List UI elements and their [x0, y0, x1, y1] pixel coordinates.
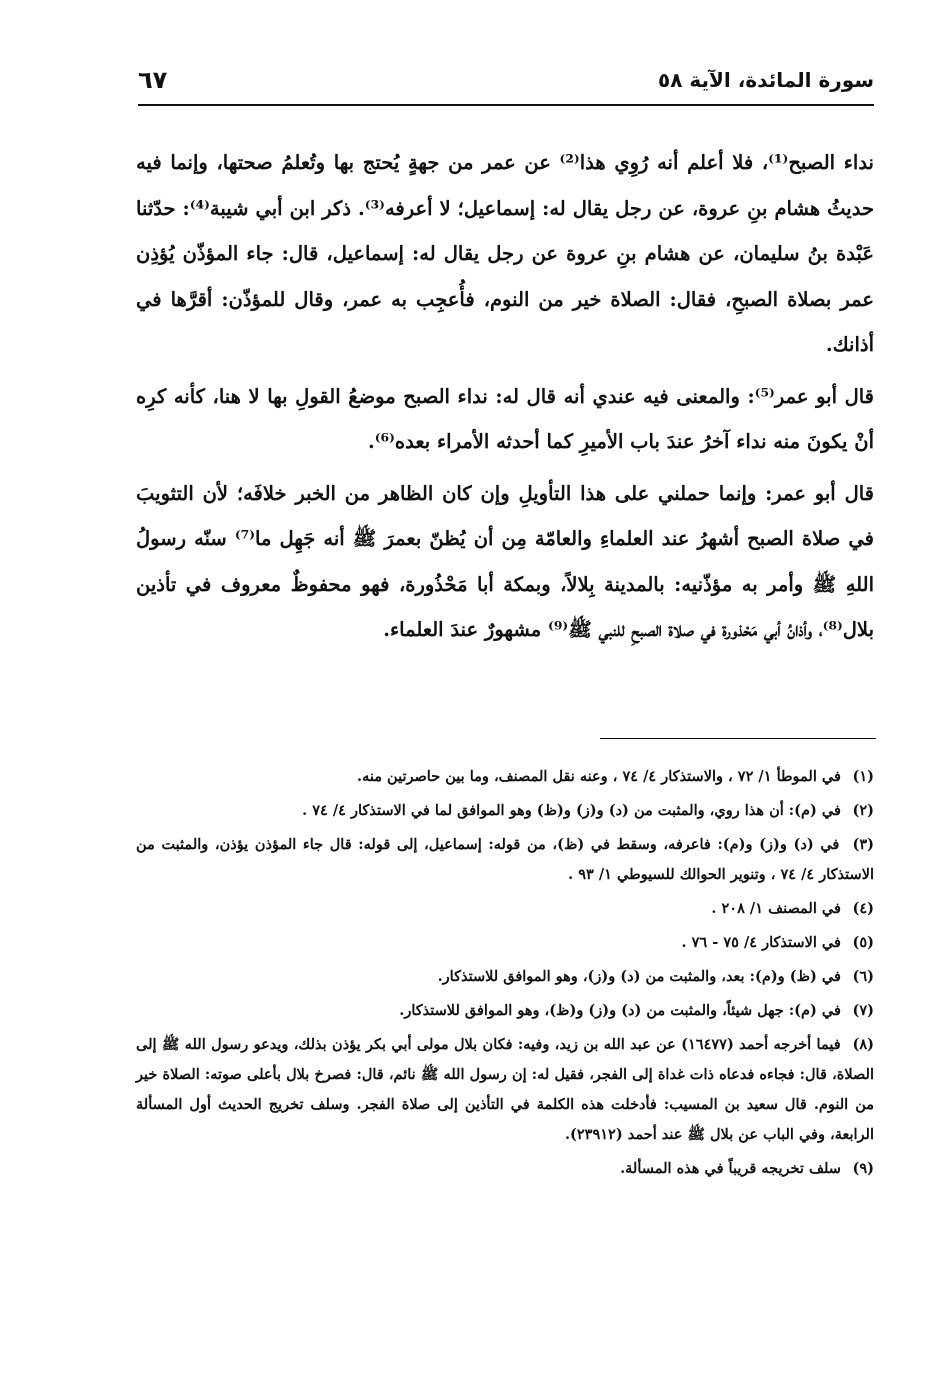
footnote-2 [136, 796, 874, 826]
footnote-text: سلف تخريجه قريباً في هذه المسألة. [620, 1160, 841, 1177]
footnote-text: في الاستذكار ٤/ ٧٥ - ٧٦ . [681, 934, 841, 951]
running-title: سورة المائدة، الآية ٥٨ [658, 68, 874, 92]
footnote-number: (٥) [852, 934, 874, 951]
main-text [136, 140, 874, 653]
page-header [138, 62, 874, 106]
footnote-5 [136, 928, 874, 958]
footnote-3 [136, 830, 874, 890]
footnote-number: (٨) [852, 1036, 875, 1053]
footnotes [136, 762, 874, 1188]
footnote-number: (٤) [852, 900, 874, 917]
header-rule [138, 104, 874, 106]
footnote-4 [136, 894, 874, 924]
footnote-number: (٧) [852, 1002, 874, 1019]
footnote-text: فيما أخرجه أحمد (١٦٤٧٧) عن عبد الله بن زيد، وفيه: فكان بلال مولى أبي بكر يؤذن بذلك، ويدعو رسول الله ﷺ إلى الصلاة، قال: فجاءه فدعاه ذات غداة إلى الفجر، فقيل له: إن رسول الله ﷺ نائم، قال: فصرخ بلال بأعلى صوته: الصلاة خير من النوم. قال سعيد بن المسيب: فأدخلت هذه الكلمة في التأذين إلى صلاة الفجر. وسلف تخريج الحديث أول المسألة الرابعة، وفي الباب عن بلال ﷺ عند أحمد (٢٣٩١٢). [136, 1036, 874, 1143]
footnote-number: (٩) [852, 1160, 874, 1177]
body-paragraph-3: قال أبو عمر: وإنما حملني على هذا التأويلِ وإن كان الظاهر من الخبر خلافَه؛ لأن التثويبَ في صلاة الصبح أشهرُ عند العلماءِ والعامّة مِن أن يُظنّ بعمرَ ﷺ أنه جَهِل ما⁽⁷⁾ سنّه رسولُ اللهِ ﷺ وأمر به مؤذّنيه: بالمدينة بِلالاً، وبمكة أبا مَحْذُورة، فهو محفوظٌ معروف في تأذين بلال⁽⁸⁾، وأذانُ أبي مَحْذورة في صلاة الصبحِ للنبي ﷺ⁽⁹⁾ مشهورٌ عندَ العلماء. [136, 481, 874, 641]
footnote-number: (٣) [852, 836, 874, 853]
footnote-text: في الموطأ ١/ ٧٢ ، والاستذكار ٤/ ٧٤ ، وعنه نقل المصنف، وما بين حاصرتين منه. [357, 768, 841, 785]
footnote-text: في المصنف ١/ ٢٠٨ . [711, 900, 841, 917]
footnote-number: (٦) [852, 968, 874, 985]
footnote-1 [136, 762, 874, 792]
footnote-number: (١) [852, 768, 874, 785]
footnote-text: في (د) و(ز) و(م): فاعرفه، وسقط في (ظ)، من قوله: إسماعيل، إلى قوله: قال جاء المؤذن يؤذن، والمثبت من الاستذكار ٤/ ٧٤ ، وتنوير الحوالك للسيوطي ١/ ٩٣ . [136, 836, 874, 883]
body-paragraph-1: نداء الصبح⁽¹⁾، فلا أعلم أنه رُوِي هذا⁽²⁾ عن عمر من جهةٍ يُحتج بها وتُعلمُ صحتها، وإنما فيه حديثُ هشام بنِ عروة، عن رجل يقال له: إسماعيل؛ لا أعرفه⁽³⁾. ذكر ابن أبي شيبة⁽⁴⁾: حدّثنا عَبْدة بنُ سليمان، عن هشام بنِ عروة عن رجل يقال له: إسماعيل، قال: جاء المؤذّن يُؤذِن عمر بصلاة الصبحِ، فقال: الصلاة خير من النوم، فأُعجِب به عمر، وقال للمؤذّن: أقرَّها في أذانك. [136, 151, 875, 356]
footnote-text: في (ظ) و(م): بعد، والمثبت من (د) و(ز)، وهو الموافق للاستذكار. [437, 968, 841, 985]
footnote-6 [136, 962, 874, 992]
footnote-text: في (م): جهل شيئاً، والمثبت من (د) و(ز) و(ظ)، وهو الموافق للاستذكار. [399, 1002, 841, 1019]
footnote-text: في (م): أن هذا روي، والمثبت من (د) و(ز) و(ظ) وهو الموافق لما في الاستذكار ٤/ ٧٤ . [302, 802, 841, 819]
footnote-number: (٢) [852, 802, 874, 819]
body-paragraph-2: قال أبو عمر⁽⁵⁾: والمعنى فيه عندي أنه قال له: نداء الصبح موضعُ القولِ بها لا هنا، كأنه كرِه أنْ يكونَ منه نداء آخرُ عندَ باب الأميرِ كما أحدثه الأمراء بعده⁽⁶⁾. [136, 384, 875, 453]
footnote-8 [136, 1030, 874, 1150]
footnote-9 [136, 1154, 874, 1184]
footnote-7 [136, 996, 874, 1026]
footnote-separator [600, 738, 876, 739]
page-number: ٦٧ [138, 66, 168, 94]
